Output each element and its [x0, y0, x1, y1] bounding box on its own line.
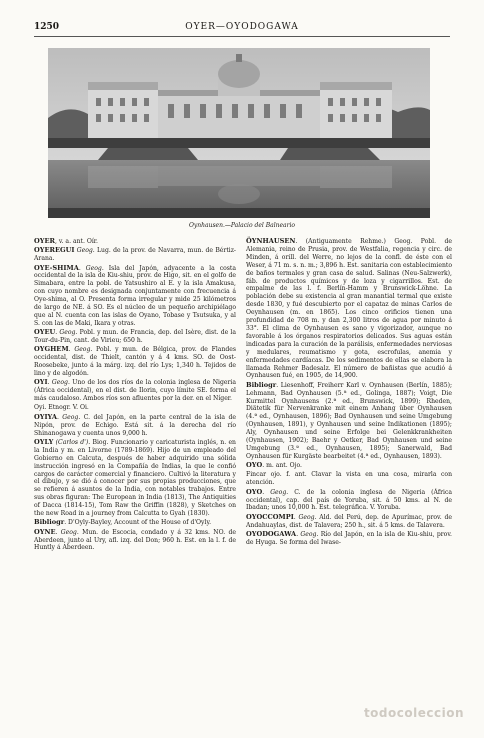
entry-text: Biog. Funcionario y caricaturista inglés, n. en la India y m. en Livorne (1789-1869). Hijo de un empleado del Gobierno en Calcuta, después de haber adquirido una sólida instrucción ingresó en la Compañía de Indias, la que le confió cargos de carácter comercial y financiero. Cultivó la literatura y el dibujo, y se dió á conocer por sus propias producciones, que se refieren á asuntos de la India, con notables trabajos. Entre sus obras figuran: The European in India (1813), The Antiquities of Dacca (1814-15), Tom Raw the Griffin (1828), y Sketches on the new Road in a journey from Calcutta to Gyah (1830).: [34, 438, 236, 518]
dictionary-entry: [246, 471, 452, 487]
entry-text: Uno de los dos ríos de la colonia inglesa de Nigeria (África occidental), en el dist. de Ilorin, cuyo límite SE. forma el más caudaloso. Ambos ríos son afluentes por la der. en el Níger.: [34, 379, 236, 403]
entry-text: Mun. de Escocia, condado y á 32 kms. NO. de Aberdeen, junto al Ury, afl. izq. del Don; 960 h. Est. en la l. f. de Huntly á Aberdeen.: [34, 528, 236, 552]
entry-label: . Geog.: [55, 528, 79, 536]
entry-headword: Bibliogr: [34, 518, 65, 527]
entry-text: Pobl. y mun. de Francia, dep. del Isère, dist. de la Tour-du-Pin, cant. de Virieu; 650 h.: [34, 329, 236, 345]
entry-label: . Geog.: [78, 264, 104, 272]
dictionary-entry: [34, 439, 236, 518]
dictionary-entry: [34, 414, 236, 438]
entry-headword: OYODOGAWA: [246, 529, 297, 538]
dictionary-entry: [34, 379, 236, 403]
entry-headword: Bibliogr: [246, 380, 277, 389]
entry-text: Pobl. y mun. de Bélgica, prov. de Flandes occidental, dist. de Thielt, cantón y á 4 kms. SO. de Oost-Roosebeke, junto á la márg. izq. del río Lys; 1,340 h. Tejidos de lino y de algodón.: [34, 346, 236, 378]
entry-headword: OYER: [34, 237, 55, 245]
page-number: 1250: [34, 22, 60, 32]
entry-headword: OYI: [34, 378, 48, 387]
dictionary-entry: [246, 531, 452, 547]
entry-label: . Geog.: [68, 346, 93, 354]
dictionary-entry: [34, 346, 236, 378]
dictionary-entry: [34, 247, 236, 263]
dictionary-entry: [246, 238, 452, 380]
entry-label: Geog.: [74, 247, 95, 255]
entry-label: . Geog.: [47, 379, 70, 387]
figure-caption: Oynhausen.—Palacio del Balneario: [188, 222, 296, 229]
entry-label: . Geog.: [296, 530, 319, 538]
palace-photo-drawing: [48, 48, 430, 218]
dictionary-entry: [34, 404, 236, 412]
entry-label: .: [276, 381, 279, 389]
entry-text: Liesenhoff, Freiherr Karl v. Oynhausen (Berlín, 1885); Lehmann, Bad Oynhausen (5.ª ed., Golinga, 1887); Voigt, Die Kurmittel Oynhausens (2.ª ed., Brunswick, 1899); Rheden, Diätetik für Nervenkranke mit einem Anhang über Oynhausen (4.ª ed., Oynhausen, 1896); Bad Oynhausen und seine Umgebung (Oynhausen, 1891), y Oynhausen und seine Indikationen (1895); Aly, Oynhausen und seine Erfolge bei Gelenkkrankheiten (Oynhausen, 1902); Baehr y Oetker, Bad Oynhausen und seine Umgebung (3.ª ed., Oynhausen, 1895); Sanerwald, Bad Oynhausen für Kurgäste bearbeitet (4.ª ed., Oynhausen, 1893).: [246, 381, 452, 460]
entry-label: (Carlos d').: [53, 438, 91, 446]
entry-text: (Antiguamente Rehme.) Geog. Pobl. de Alemania, reino de Prusia, prov. de Westfalia, regencia y circ. de Minden, á orill. del Werre, no lejos de la confl. de éste con el Weser, á 71 m. s. n. m.; 3,896 h. Est. sanitaria con establecimiento de baños termales y gran casa de salud. Salinas (Neu-Salzwerk), fáb. de productos químicos y de loza y cigarrillos. Est. de empalme de las l. f. Berlín-Hamm y Brunswick-Löhne. La población debe su existencia al gran manantial termal que existe desde 1830, y fué descubierto por el capataz de minas Carlos de Oeynhausen (m. en 1865). Los cinco orificios tienen una profundidad de 708 m. y dan 2,300 litros de agua por minuto á 33°. El clima de Oynhausen es sano y vigorizador, aunque no favorable á los órganos respiratorios delicados. Sus aguas están indicadas para la curación de la parálisis, enfermedades nerviosas y medulares, reumatismo y gota, escrofulas, anemia y enfermedades cardíacas. De los sedimentos de ellas se elabora la llamada Rehmer Badesalz. El número de bañistas que acudió á Oynhausen fué, en 1905, de 14,900.: [246, 238, 452, 380]
dictionary-entry: [34, 238, 236, 246]
entry-headword: OYEU: [34, 328, 56, 337]
entry-headword: OYGHEM: [34, 345, 69, 354]
dictionary-entry: [246, 382, 452, 461]
entry-headword: OYNE: [34, 527, 56, 536]
entry-text: Isla del Japón, adyacente a la costa occidental de la isla de Kiu-shiu, prov. de Higo, sit. en el golfo de Simabara, entre la pobl. de Yatsushiro al E. y la isla Amakusa, con cuyo nombre es designada conjuntamente con frecuencia á Oye-shima, al O. Presenta forma irregular y mide 25 kilómetros de largo de NE. á SO. Es el núcleo de un pequeño archipiélago que al N. cuenta con las islas de Oyano, Tobase y Tsutsuka, y al S. con las de Maki, Ikara y otras.: [34, 264, 236, 327]
entry-text: C. del Japón, en la parte central de la isla de Nipón, prov. de Echigo. Está sit. á la derecha del río Shinanogawa y cuenta unos 9,000 h.: [34, 413, 236, 437]
entry-label: .: [64, 519, 67, 527]
entry-headword: ÖYNHAUSEN: [246, 237, 296, 245]
entry-text: Lug. de la prov. de Navarra, mun. de Bértiz-Arana.: [34, 247, 236, 263]
running-head: OYER—OYODOGAWA: [185, 22, 299, 32]
entry-text: Fincar ojo. f. ant. Clavar la vista en una cosa, mirarla con atención.: [246, 471, 452, 487]
entry-headword: OYE-SHIMA: [34, 263, 79, 272]
entry-text: , v. a. ant. Oír.: [54, 238, 98, 245]
dictionary-entry: [246, 514, 452, 530]
watermark-logo: todocoleccion: [363, 706, 464, 720]
entry-label: .: [295, 238, 298, 245]
entry-headword: OYO: [246, 487, 263, 496]
entry-text: Río del Japón, en la isla de Kiu-shiu, prov. de Hyuga. Se forma del Iwase-: [246, 530, 452, 546]
dictionary-entry: [246, 462, 452, 470]
left-column: [34, 238, 236, 554]
entry-headword: OYOCCOMPI: [246, 512, 294, 521]
entry-text: . m. ant. Ojo.: [262, 462, 302, 470]
entry-text: Oyi. Etnogr. V. Oi.: [34, 404, 89, 412]
palace-photograph: [48, 48, 430, 218]
entry-text: C. de la colonia inglesa de Nigeria (África occidental), cap. del país de Yoruba, sit. á 50 kms. al N. de Ibadan; unos 10,000 h. Est. telegráfica. V. Yoruba.: [246, 488, 453, 512]
entry-headword: OYEREGUI: [34, 246, 75, 255]
dictionary-entry: [34, 265, 236, 328]
dictionary-entry: [246, 489, 452, 513]
entry-text: Ald. del Perú, dep. de Apurímac, prov. de Andahuaylas, dist. de Talavera; 250 h., sit. á 5 kms. de Talavera.: [246, 513, 452, 529]
page-header: [34, 22, 450, 34]
right-column: [246, 238, 452, 548]
dictionary-entry: [34, 329, 236, 345]
entry-label: . Geog.: [293, 513, 317, 521]
dictionary-entry: [34, 529, 236, 553]
header-rule: [34, 36, 450, 37]
entry-label: . Geog.: [55, 329, 78, 337]
entry-headword: OYIYA: [34, 412, 57, 421]
entry-label: . Geog.: [56, 413, 81, 421]
entry-headword: OYLY: [34, 437, 54, 446]
entry-headword: OYO: [246, 461, 263, 470]
entry-label: . Geog.: [262, 488, 289, 496]
dictionary-entry: [34, 519, 236, 527]
entry-text: D'Oyly-Bayley, Account of the House of d'Oyly.: [66, 519, 212, 527]
